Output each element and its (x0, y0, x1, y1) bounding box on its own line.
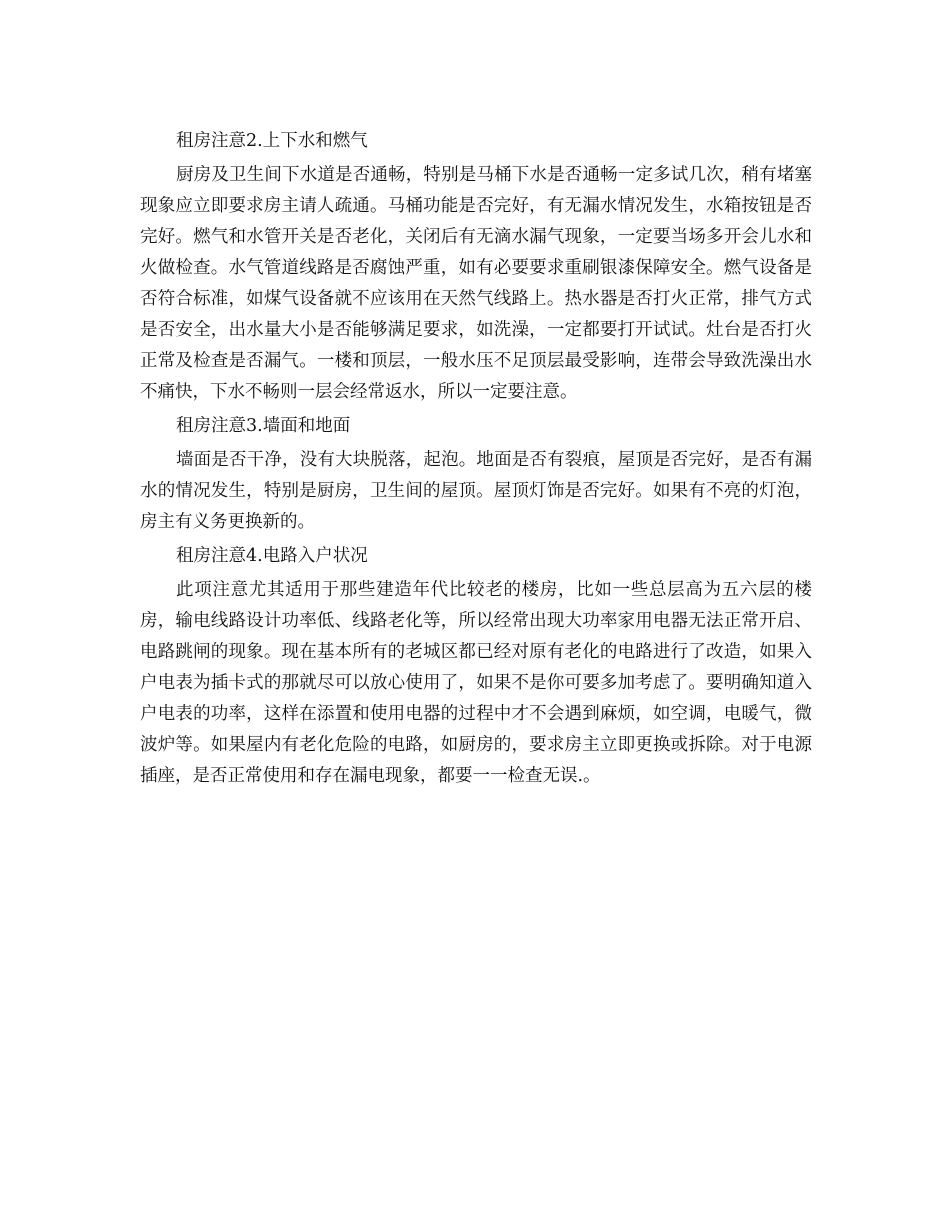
section-body-electric-circuit: 此项注意尤其适用于那些建造年代比较老的楼房，比如一些总层高为五六层的楼房，输电线路设计功率低、线路老化等，所以经常出现大功率家用电器无法正常开启、电路跳闸的现象。现在基本所有的老城区都已经对原有老化的电路进行了改造，如果入户电表为插卡式的那就尽可以放心使用了，如果不是你可要多加考虑了。要明确知道入户电表的功率，这样在添置和使用电器的过程中才不会遇到麻烦，如空调，电暖气，微波炉等。如果屋内有老化危险的电路，如厨房的，要求房主立即更换或拆除。对于电源插座，是否正常使用和存在漏电现象，都要一一检查无误.。 (140, 580, 812, 786)
section-heading-electric-circuit: 租房注意4.电路入户状况 (176, 546, 368, 566)
section-body-water-gas: 厨房及卫生间下水道是否通畅，特别是马桶下水是否通畅一定多试几次，稍有堵塞现象应立即要求房主请人疏通。马桶功能是否完好，有无漏水情况发生，水箱按钮是否完好。燃气和水管开关是否老化，关闭后有无滴水漏气现象，一定要当场多开会儿水和火做检查。水气管道线路是否腐蚀严重，如有必要要求重刷银漆保障安全。燃气设备是否符合标准，如煤气设备就不应该用在天然气线路上。热水器是否打火正常，排气方式是否安全，出水量大小是否能够满足要求，如洗澡，一定都要打开试试。灶台是否打火正常及检查是否漏气。一楼和顶层，一般水压不足顶层最受影响，连带会导致洗澡出水不痛快，下水不畅则一层会经常返水，所以一定要注意。 (140, 165, 812, 402)
document-page (140, 126, 812, 795)
section-heading-water-gas: 租房注意2.上下水和燃气 (176, 131, 368, 151)
section-body-walls-floor: 墙面是否干净，没有大块脱落，起泡。地面是否有裂痕，屋顶是否完好，是否有漏水的情况发生，特别是厨房，卫生间的屋顶。屋顶灯饰是否完好。如果有不亮的灯泡，房主有义务更换新的。 (140, 450, 812, 532)
section-heading-walls-floor: 租房注意3.墙面和地面 (176, 416, 351, 436)
